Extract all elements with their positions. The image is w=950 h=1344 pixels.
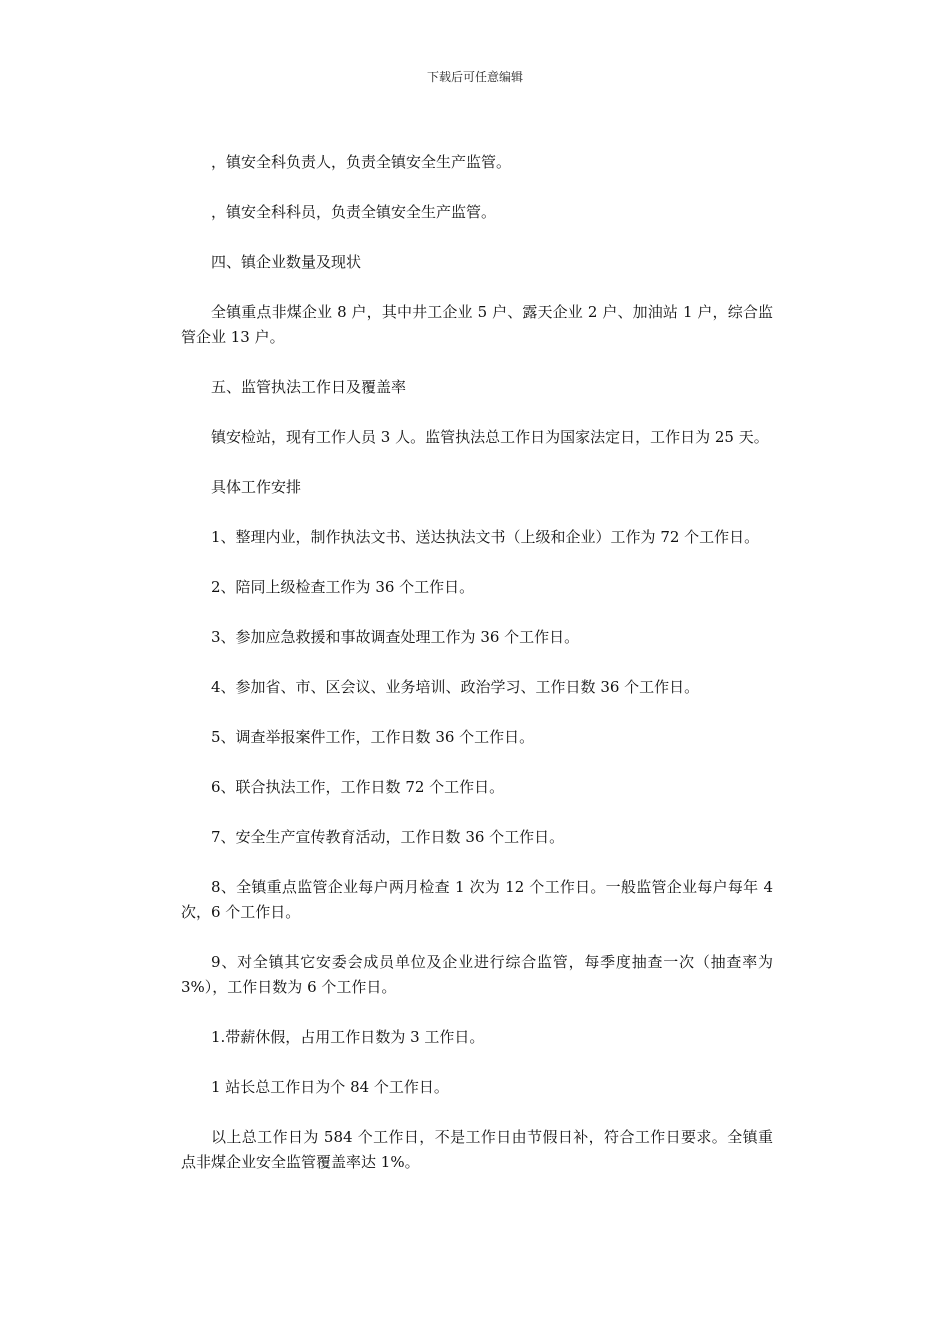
section-heading-enterprises: 四、镇企业数量及现状 bbox=[211, 253, 362, 271]
paragraph-station-staff: 镇安检站，现有工作人员 3 人。监管执法总工作日为国家法定日，工作日为 25 天。 bbox=[211, 428, 769, 446]
paragraph-summary: 以上总工作日为 584 个工作日，不是工作日由节假日补，符合工作日要求。全镇重点非煤企业安全监管覆盖率达 1%。 bbox=[181, 1128, 773, 1171]
list-item-1: 1、整理内业，制作执法文书、送达执法文书（上级和企业）工作为 72 个工作日。 bbox=[211, 528, 760, 546]
list-item-5: 5、调查举报案件工作，工作日数 36 个工作日。 bbox=[211, 728, 535, 746]
paragraph-staff-member: ，镇安全科科员，负责全镇安全生产监管。 bbox=[211, 203, 497, 221]
document-body bbox=[181, 150, 773, 1200]
list-item-7: 7、安全生产宣传教育活动，工作日数 36 个工作日。 bbox=[211, 828, 565, 846]
list-item-6: 6、联合执法工作，工作日数 72 个工作日。 bbox=[211, 778, 505, 796]
paragraph-enterprise-count: 全镇重点非煤企业 8 户，其中井工企业 5 户、露天企业 2 户、加油站 1 户，综合监管企业 13 户。 bbox=[181, 303, 773, 346]
list-item-3: 3、参加应急救援和事故调查处理工作为 36 个工作日。 bbox=[211, 628, 580, 646]
paragraph-paid-leave: 1.带薪休假，占用工作日数为 3 工作日。 bbox=[211, 1028, 485, 1046]
paragraph-responsible-person: ，镇安全科负责人，负责全镇安全生产监管。 bbox=[211, 153, 512, 171]
list-item-4: 4、参加省、市、区会议、业务培训、政治学习、工作日数 36 个工作日。 bbox=[211, 678, 700, 696]
section-heading-arrangement: 具体工作安排 bbox=[211, 478, 302, 496]
list-item-2: 2、陪同上级检查工作为 36 个工作日。 bbox=[211, 578, 475, 596]
list-item-9: 9、对全镇其它安委会成员单位及企业进行综合监管，每季度抽查一次（抽查率为 3%），工作日数为 6 个工作日。 bbox=[181, 953, 773, 996]
page-header: 下载后可任意编辑 bbox=[426, 70, 523, 84]
paragraph-station-head-total: 1 站长总工作日为个 84 个工作日。 bbox=[211, 1078, 449, 1096]
section-heading-workdays: 五、监管执法工作日及覆盖率 bbox=[211, 378, 407, 396]
list-item-8: 8、全镇重点监管企业每户两月检查 1 次为 12 个工作日。一般监管企业每户每年 4 次，6 个工作日。 bbox=[181, 878, 773, 921]
